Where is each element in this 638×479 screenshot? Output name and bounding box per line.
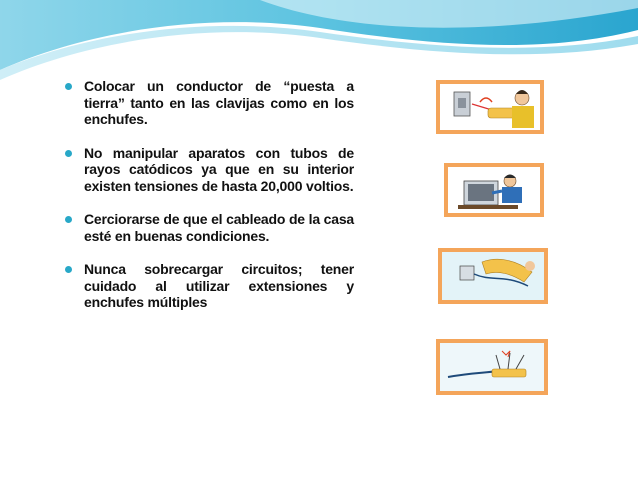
bullet-dot-icon <box>65 266 72 273</box>
bullet-text: Cerciorarse de que el cableado de la casa esté en buenas condiciones. <box>84 211 354 244</box>
power-strip-illustration-icon <box>436 339 548 395</box>
bullet-text: Nunca sobrecargar circuitos; tener cuidado al utilizar extensiones y enchufes múltiples <box>84 261 354 310</box>
bullet-item-grounding <box>64 78 354 128</box>
bullet-text: No manipular aparatos con tubos de rayos catódicos ya que en su interior existen tensiones de hasta 20,000 voltios. <box>84 144 354 194</box>
bullet-item-wiring <box>64 211 354 244</box>
crt-monitor-illustration-icon <box>444 163 544 217</box>
bullet-item-crt <box>64 145 354 195</box>
bullet-dot-icon <box>65 150 72 157</box>
bullet-dot-icon <box>65 216 72 223</box>
bullet-text: Colocar un conductor de “puesta a tierra” tanto en las clavijas como en los enchufes. <box>84 78 354 127</box>
wiring-illustration-icon <box>438 248 548 304</box>
bullet-list <box>64 78 354 328</box>
plug-grounding-illustration-icon <box>436 80 544 134</box>
bullet-dot-icon <box>65 83 72 90</box>
bullet-item-overload <box>64 261 354 311</box>
